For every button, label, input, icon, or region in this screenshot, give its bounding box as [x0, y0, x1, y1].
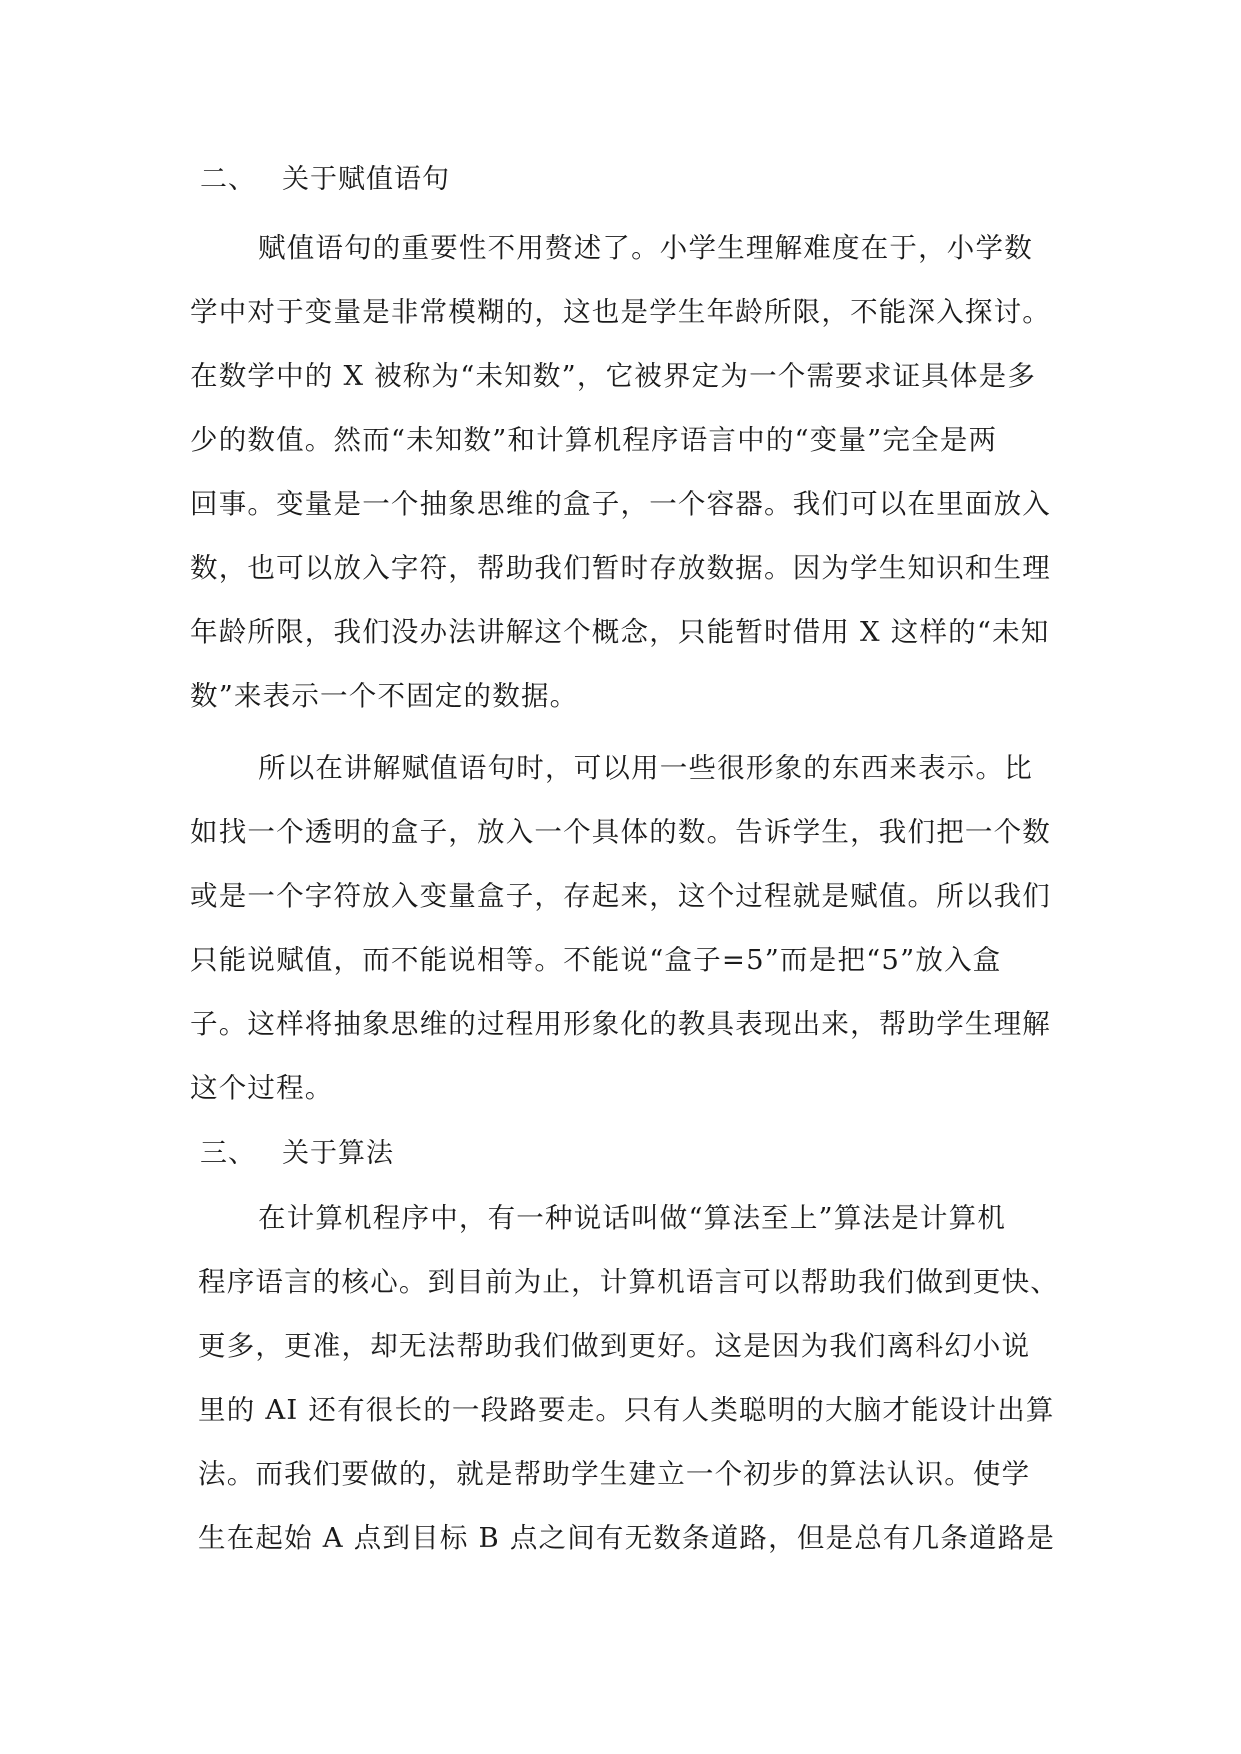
paragraph-line: 程序语言的核心。到目前为止，计算机语言可以帮助我们做到更快、 [198, 1266, 1059, 1298]
paragraph-line: 数”来表示一个不固定的数据。 [190, 680, 579, 712]
section-heading-2 [200, 160, 450, 200]
paragraph-line: 少的数值。然而“未知数”和计算机程序语言中的“变量”完全是两 [190, 424, 998, 456]
paragraph-line: 在计算机程序中，有一种说话叫做“算法至上”算法是计算机 [258, 1202, 1007, 1234]
paragraph-line: 更多，更准，却无法帮助我们做到更好。这是因为我们离科幻小说 [198, 1330, 1031, 1362]
paragraph-line: 在数学中的 X 被称为“未知数”，它被界定为一个需要求证具体是多 [190, 360, 1037, 392]
section-title: 关于算法 [282, 1138, 394, 1169]
section-title: 关于赋值语句 [282, 164, 450, 195]
paragraph-line: 子。这样将抽象思维的过程用形象化的教具表现出来，帮助学生理解 [190, 1008, 1051, 1040]
section-number: 二、 [200, 164, 256, 195]
paragraph-line: 所以在讲解赋值语句时，可以用一些很形象的东西来表示。比 [258, 752, 1033, 784]
paragraph-line: 年龄所限，我们没办法讲解这个概念，只能暂时借用 X 这样的“未知 [190, 616, 1050, 648]
section-heading-3 [200, 1134, 394, 1174]
section-number: 三、 [200, 1138, 256, 1169]
paragraph-line: 法。而我们要做的，就是帮助学生建立一个初步的算法认识。使学 [198, 1458, 1031, 1490]
paragraph-line: 只能说赋值，而不能说相等。不能说“盒子=5”而是把“5”放入盒 [190, 944, 1002, 976]
paragraph-line: 如找一个透明的盒子，放入一个具体的数。告诉学生，我们把一个数 [190, 816, 1051, 848]
paragraph-line: 学中对于变量是非常模糊的，这也是学生年龄所限，不能深入探讨。 [190, 296, 1051, 328]
paragraph-line: 赋值语句的重要性不用赘述了。小学生理解难度在于，小学数 [258, 232, 1033, 264]
paragraph-line: 回事。变量是一个抽象思维的盒子，一个容器。我们可以在里面放入 [190, 488, 1051, 520]
paragraph-line: 里的 AI 还有很长的一段路要走。只有人类聪明的大脑才能设计出算 [198, 1394, 1055, 1426]
paragraph-line: 或是一个字符放入变量盒子，存起来，这个过程就是赋值。所以我们 [190, 880, 1051, 912]
paragraph-line: 生在起始 A 点到目标 B 点之间有无数条道路，但是总有几条道路是 [198, 1522, 1056, 1554]
paragraph-line: 数，也可以放入字符，帮助我们暂时存放数据。因为学生知识和生理 [190, 552, 1051, 584]
paragraph-line: 这个过程。 [190, 1072, 334, 1104]
